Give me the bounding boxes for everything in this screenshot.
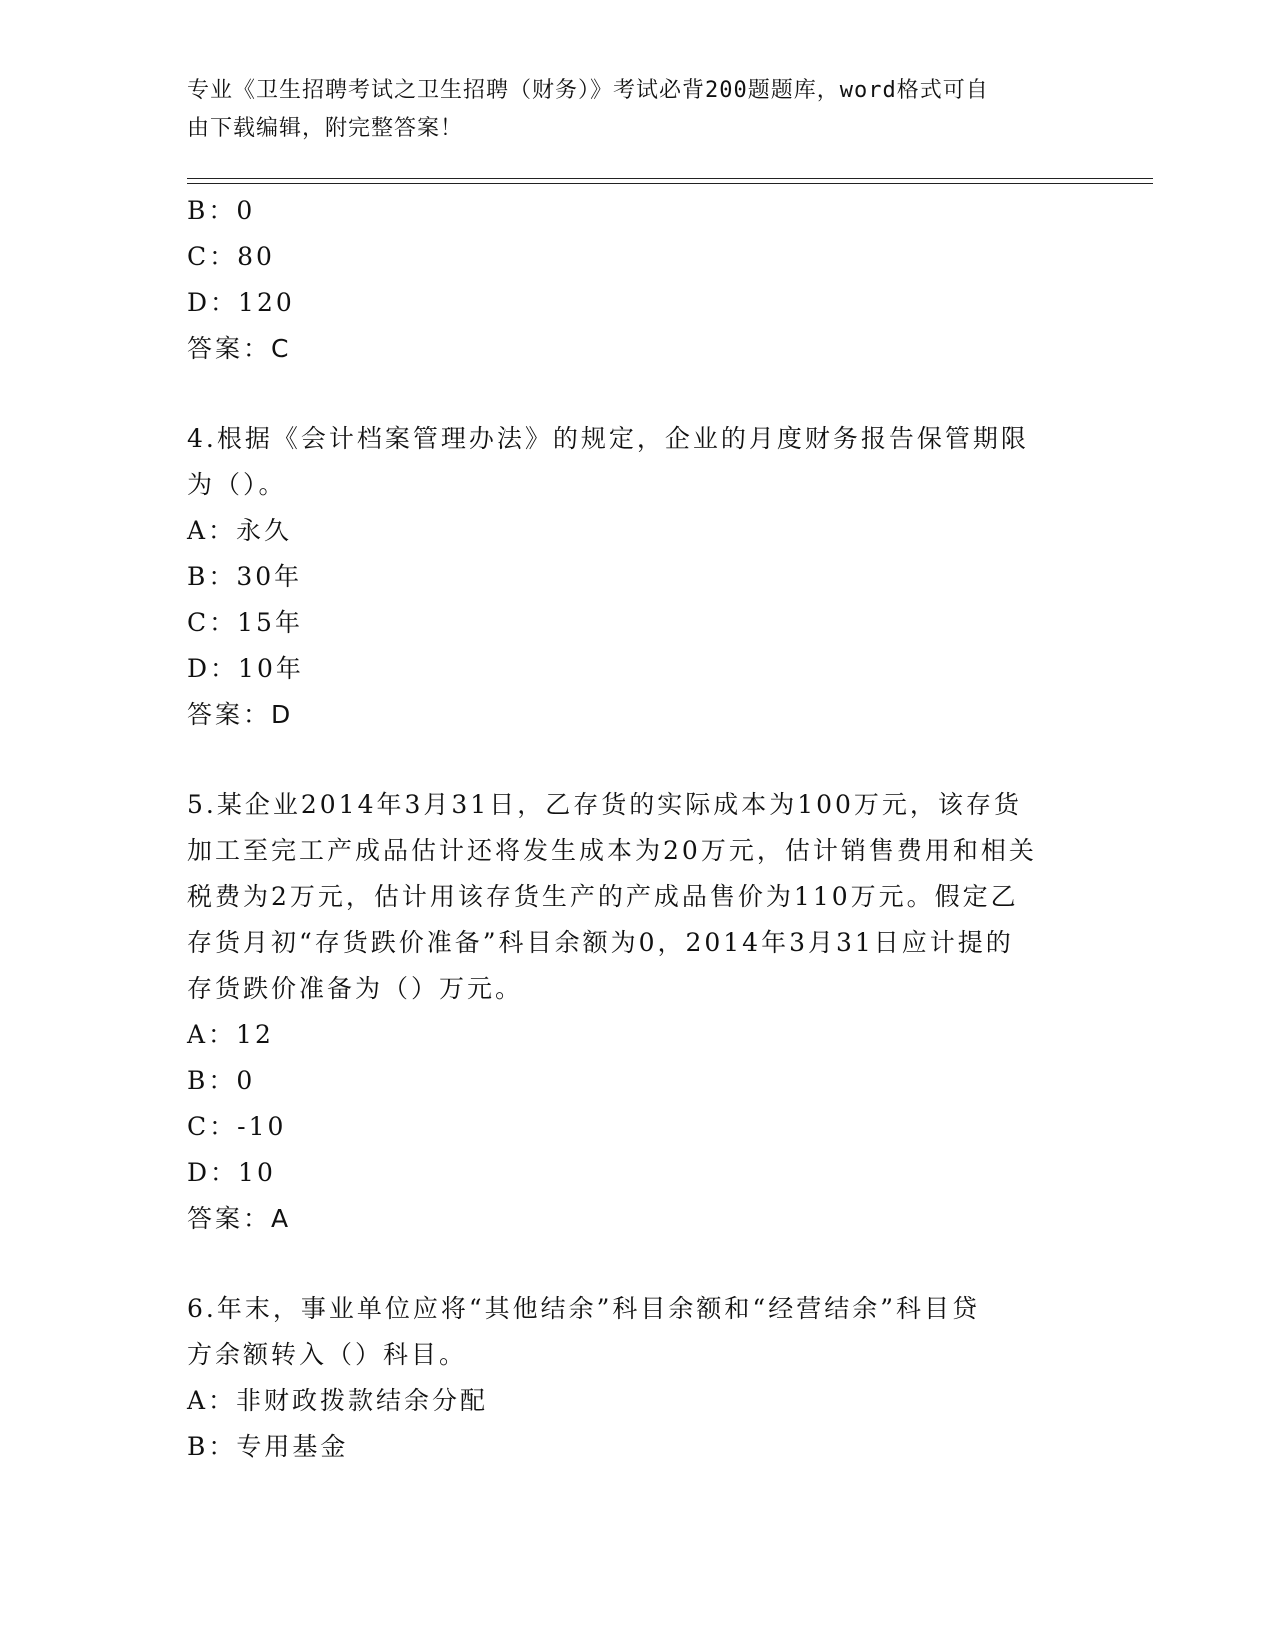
option-b: B：0 [187, 1066, 256, 1095]
question-text-line: 加工至完工产成品估计还将发生成本为20万元，估计销售费用和相关 [187, 836, 1037, 865]
answer-line: 答案：A [187, 1204, 292, 1233]
question-text-line: 存货月初“存货跌价准备”科目余额为0，2014年3月31日应计提的 [187, 928, 1014, 957]
question-text-line: 5.某企业2014年3月31日，乙存货的实际成本为100万元，该存货 [187, 790, 1022, 819]
question-3-continued [187, 188, 1087, 372]
header-line-2: 由下载编辑，附完整答案！ [187, 116, 464, 141]
answer-line: 答案：C [187, 334, 292, 363]
option-c: C：-10 [187, 1112, 287, 1141]
question-text-line: 方余额转入（）科目。 [187, 1340, 468, 1369]
header-rule-bottom [187, 183, 1153, 184]
question-text-line: 存货跌价准备为（）万元。 [187, 974, 524, 1003]
option-a: A：非财政拨款结余分配 [187, 1386, 489, 1415]
question-list [187, 188, 1087, 1470]
option-a: A：永久 [187, 516, 293, 545]
document-header [187, 72, 1067, 148]
option-a: A：12 [187, 1020, 274, 1049]
question-5 [187, 782, 1087, 1242]
option-d: D：10 [187, 1158, 276, 1187]
option-d: D：120 [187, 288, 295, 317]
question-4 [187, 416, 1087, 738]
question-6 [187, 1286, 1087, 1470]
option-b: B：30年 [187, 562, 303, 591]
option-b: B：专用基金 [187, 1432, 349, 1461]
answer-line: 答案：D [187, 700, 294, 729]
question-text-line: 4.根据《会计档案管理办法》的规定，企业的月度财务报告保管期限 [187, 424, 1029, 453]
question-text-line: 税费为2万元，估计用该存货生产的产成品售价为110万元。假定乙 [187, 882, 1019, 911]
option-c: C：15年 [187, 608, 303, 637]
question-text-line: 为（）。 [187, 470, 287, 499]
header-line-1: 专业《卫生招聘考试之卫生招聘（财务）》考试必背200题题库，word格式可自 [187, 78, 989, 103]
header-rule-top [187, 178, 1153, 179]
option-b: B：0 [187, 196, 256, 225]
option-c: C：80 [187, 242, 275, 271]
question-text-line: 6.年末，事业单位应将“其他结余”科目余额和“经营结余”科目贷 [187, 1294, 980, 1323]
option-d: D：10年 [187, 654, 304, 683]
